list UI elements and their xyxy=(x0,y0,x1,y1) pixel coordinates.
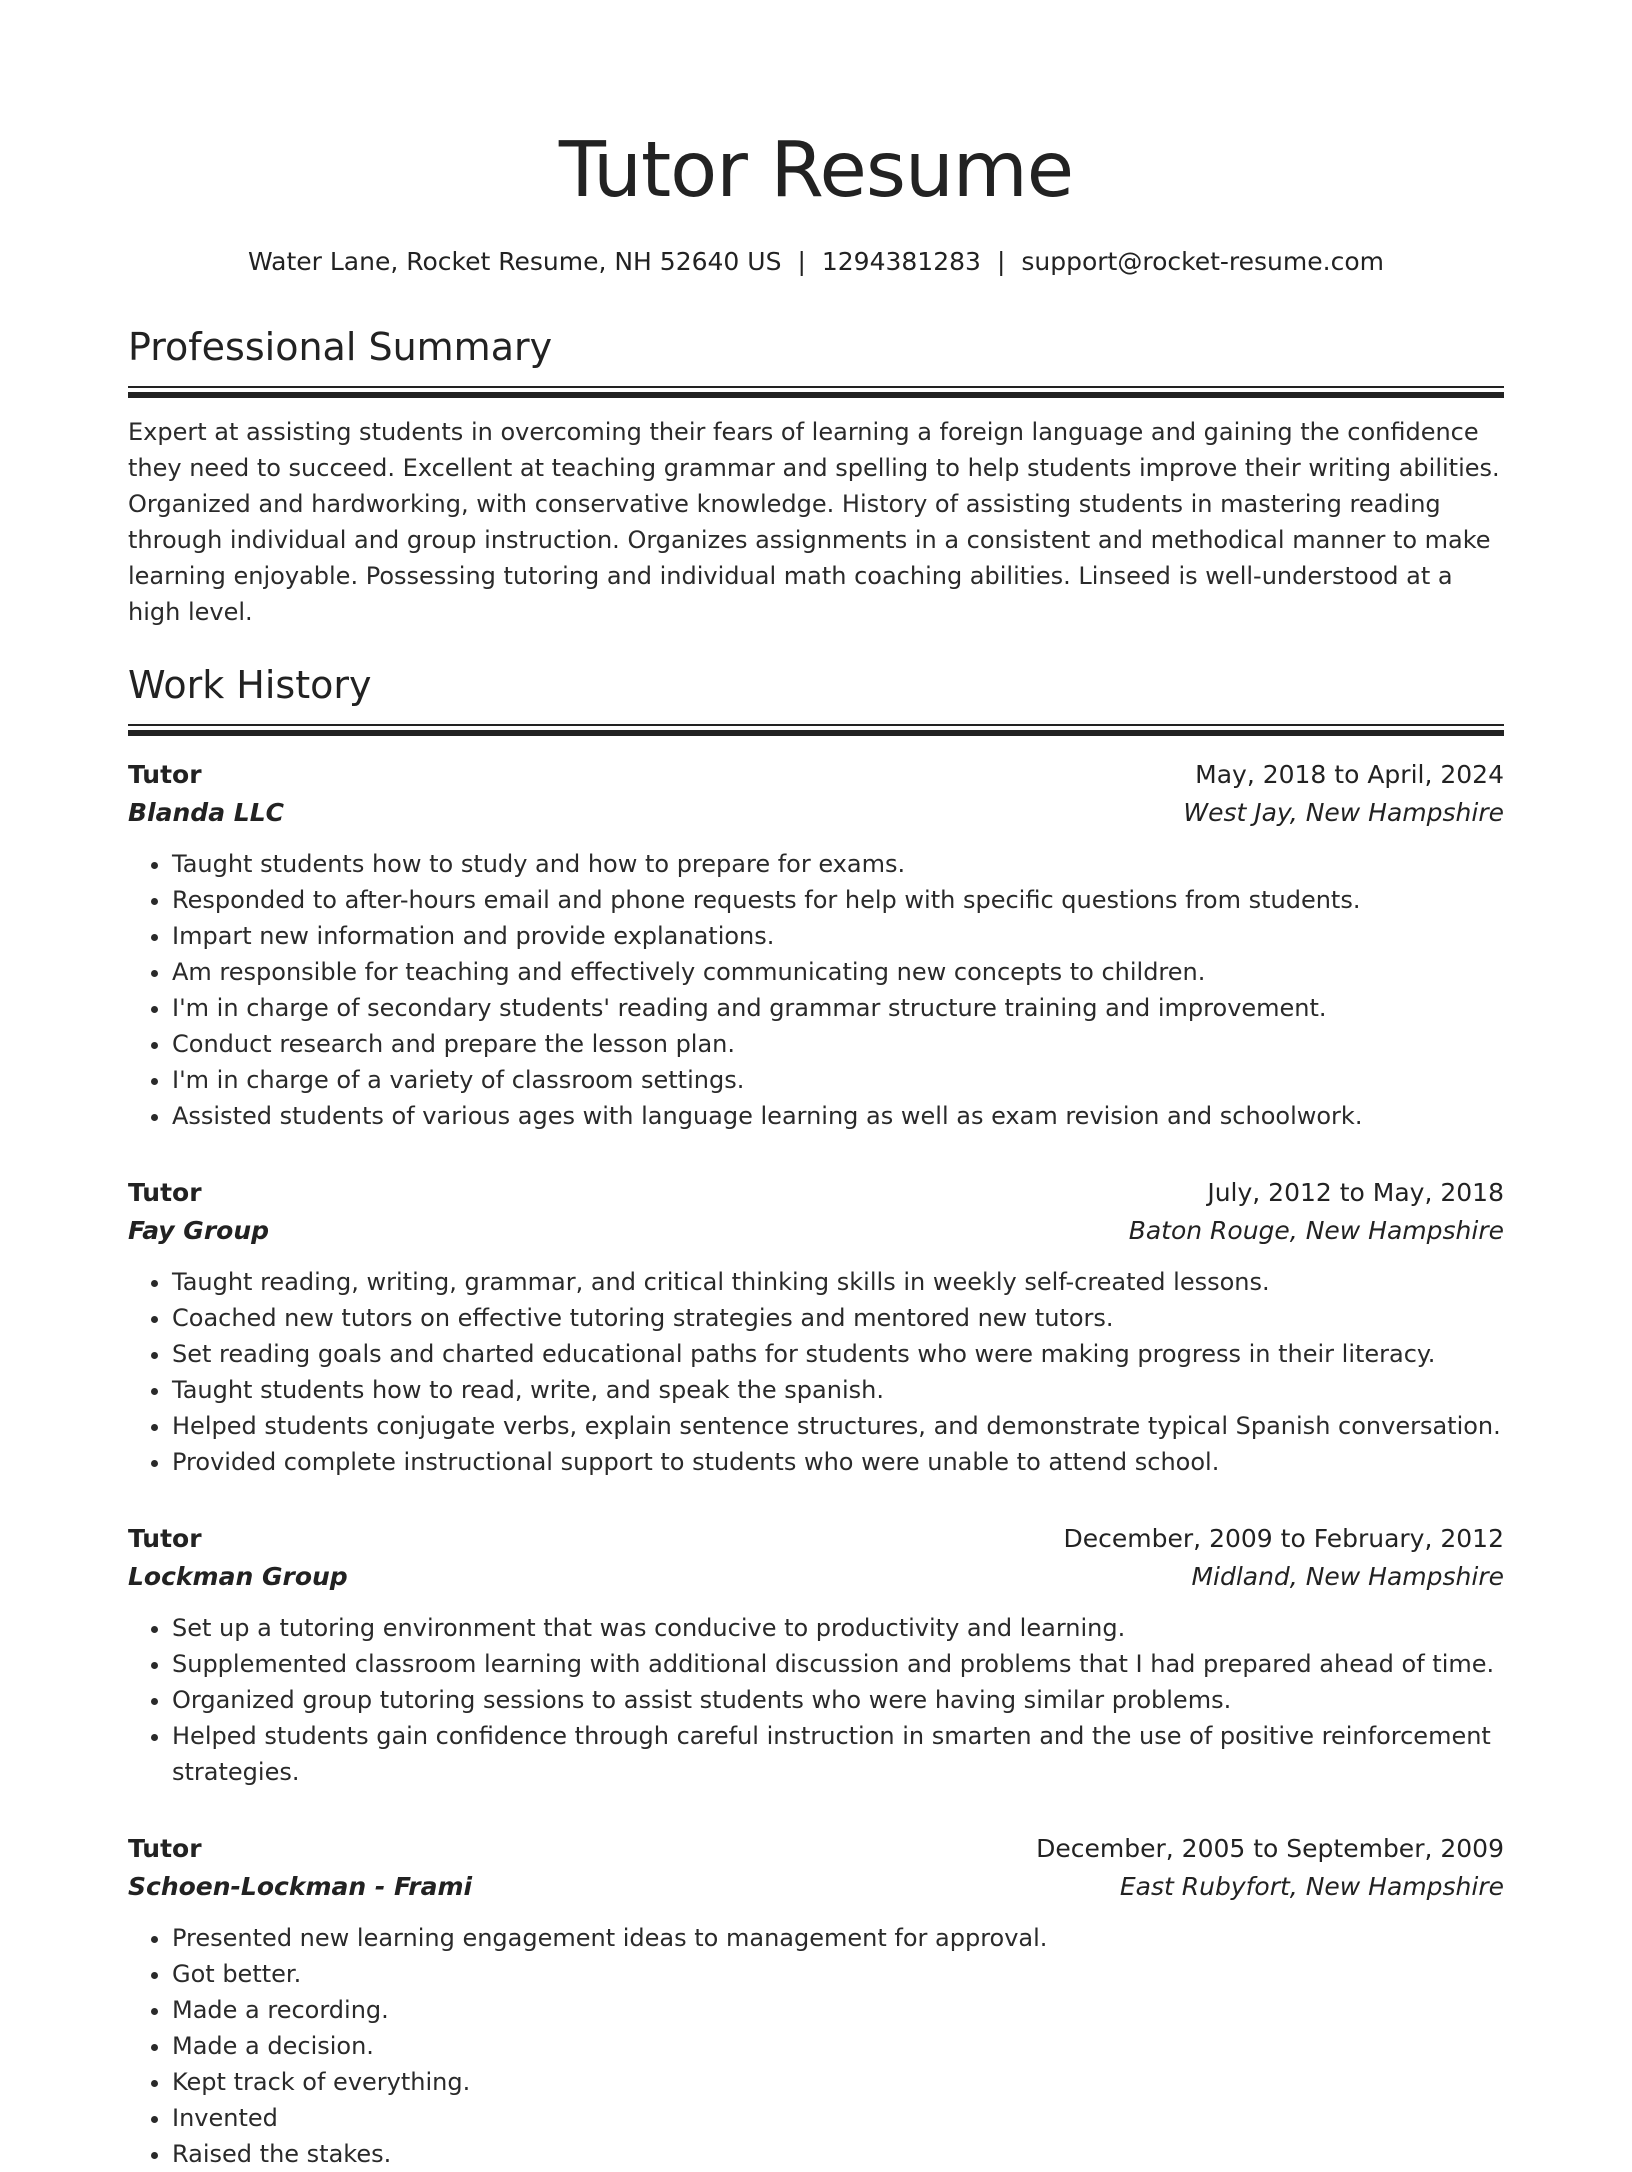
contact-email: support@rocket-resume.com xyxy=(1021,247,1384,276)
job-header-row xyxy=(128,1174,1504,1212)
job-location: West Jay, New Hampshire xyxy=(1183,798,1504,827)
job-header-row xyxy=(128,1830,1504,1868)
job-dates: December, 2009 to February, 2012 xyxy=(1063,1524,1504,1553)
job-title: Tutor xyxy=(128,1178,202,1207)
job-company: Lockman Group xyxy=(128,1562,348,1591)
job-bullet: • Supplemented classroom learning with additional discussion and problems that I had prepared ahead of time. xyxy=(172,1646,1504,1682)
job-bullet: • Provided complete instructional support to students who were unable to attend school. xyxy=(172,1444,1504,1480)
summary-text: Expert at assisting students in overcoming their fears of learning a foreign language and gaining the confidence they need to succeed. Excellent at teaching grammar and spelling to help students improve their writing abilities. Organized and hardworking, with conservative knowledge. History of assisting students in mastering reading through individual and group instruction. Organizes assignments in a consistent and methodical manner to make learning enjoyable. Possessing tutoring and individual math coaching abilities. Linseed is well-understood at a high level. xyxy=(128,418,1500,626)
job-bullet-list xyxy=(128,1610,1504,1790)
job-bullet-list xyxy=(128,1264,1504,1480)
job-header-row xyxy=(128,1520,1504,1558)
job-bullet: • Made a decision. xyxy=(172,2028,1504,2064)
section-heading-work-history: Work History xyxy=(128,663,372,707)
job-location: Midland, New Hampshire xyxy=(1191,1562,1504,1591)
job-bullet-list xyxy=(128,846,1504,1134)
contact-address: Water Lane, Rocket Resume, NH 52640 US xyxy=(248,247,782,276)
job-header-row xyxy=(128,756,1504,794)
section-divider xyxy=(128,724,1504,736)
job-bullet: • Conduct research and prepare the lesson plan. xyxy=(172,1026,1504,1062)
job-bullet: • I'm in charge of secondary students' reading and grammar structure training and improvement. xyxy=(172,990,1504,1026)
contact-line xyxy=(128,244,1504,280)
job-bullet-list xyxy=(128,1920,1504,2172)
job-title: Tutor xyxy=(128,1834,202,1863)
job-entry xyxy=(128,1174,1504,1480)
job-bullet: • Raised the stakes. xyxy=(172,2136,1504,2172)
job-bullet: • Impart new information and provide explanations. xyxy=(172,918,1504,954)
section-heading-summary: Professional Summary xyxy=(128,325,553,369)
job-bullet: • Made a recording. xyxy=(172,1992,1504,2028)
job-bullet: • Kept track of everything. xyxy=(172,2064,1504,2100)
job-entry xyxy=(128,756,1504,1134)
job-title: Tutor xyxy=(128,1524,202,1553)
job-bullet: • Assisted students of various ages with language learning as well as exam revision and schoolwork. xyxy=(172,1098,1504,1134)
job-company: Blanda LLC xyxy=(128,798,284,827)
job-bullet: • Taught reading, writing, grammar, and critical thinking skills in weekly self-created lessons. xyxy=(172,1264,1504,1300)
job-bullet: • Helped students conjugate verbs, explain sentence structures, and demonstrate typical Spanish conversation. xyxy=(172,1408,1504,1444)
job-company: Fay Group xyxy=(128,1216,270,1245)
job-subheader-row xyxy=(128,1212,1504,1250)
job-bullet: • Set reading goals and charted educational paths for students who were making progress in their literacy. xyxy=(172,1336,1504,1372)
job-company: Schoen-Lockman - Frami xyxy=(128,1872,473,1901)
page-title: Tutor Resume xyxy=(558,126,1074,215)
contact-separator: | xyxy=(797,247,806,276)
job-dates: July, 2012 to May, 2018 xyxy=(1207,1178,1504,1207)
job-bullet: • Responded to after-hours email and phone requests for help with specific questions from students. xyxy=(172,882,1504,918)
job-subheader-row xyxy=(128,794,1504,832)
job-bullet: • Presented new learning engagement ideas to management for approval. xyxy=(172,1920,1504,1956)
job-entry xyxy=(128,1520,1504,1790)
job-bullet: • Set up a tutoring environment that was conducive to productivity and learning. xyxy=(172,1610,1504,1646)
job-bullet: • Taught students how to study and how to prepare for exams. xyxy=(172,846,1504,882)
job-bullet: • Got better. xyxy=(172,1956,1504,1992)
job-bullet: • Invented xyxy=(172,2100,1504,2136)
job-bullet: • Helped students gain confidence through careful instruction in smarten and the use of positive reinforcement strategies. xyxy=(172,1718,1504,1790)
job-location: East Rubyfort, New Hampshire xyxy=(1119,1872,1504,1901)
job-bullet: • I'm in charge of a variety of classroom settings. xyxy=(172,1062,1504,1098)
section-divider xyxy=(128,386,1504,398)
contact-separator: | xyxy=(996,247,1006,276)
job-bullet: • Coached new tutors on effective tutoring strategies and mentored new tutors. xyxy=(172,1300,1504,1336)
job-dates: May, 2018 to April, 2024 xyxy=(1195,760,1504,789)
job-subheader-row xyxy=(128,1868,1504,1906)
job-bullet: • Am responsible for teaching and effectively communicating new concepts to children. xyxy=(172,954,1504,990)
job-dates: December, 2005 to September, 2009 xyxy=(1036,1834,1504,1863)
job-bullet: • Organized group tutoring sessions to assist students who were having similar problems. xyxy=(172,1682,1504,1718)
job-location: Baton Rouge, New Hampshire xyxy=(1128,1216,1504,1245)
job-subheader-row xyxy=(128,1558,1504,1596)
job-bullet: • Taught students how to read, write, and speak the spanish. xyxy=(172,1372,1504,1408)
job-title: Tutor xyxy=(128,760,202,789)
job-entry xyxy=(128,1830,1504,2172)
contact-phone: 1294381283 xyxy=(821,247,981,276)
